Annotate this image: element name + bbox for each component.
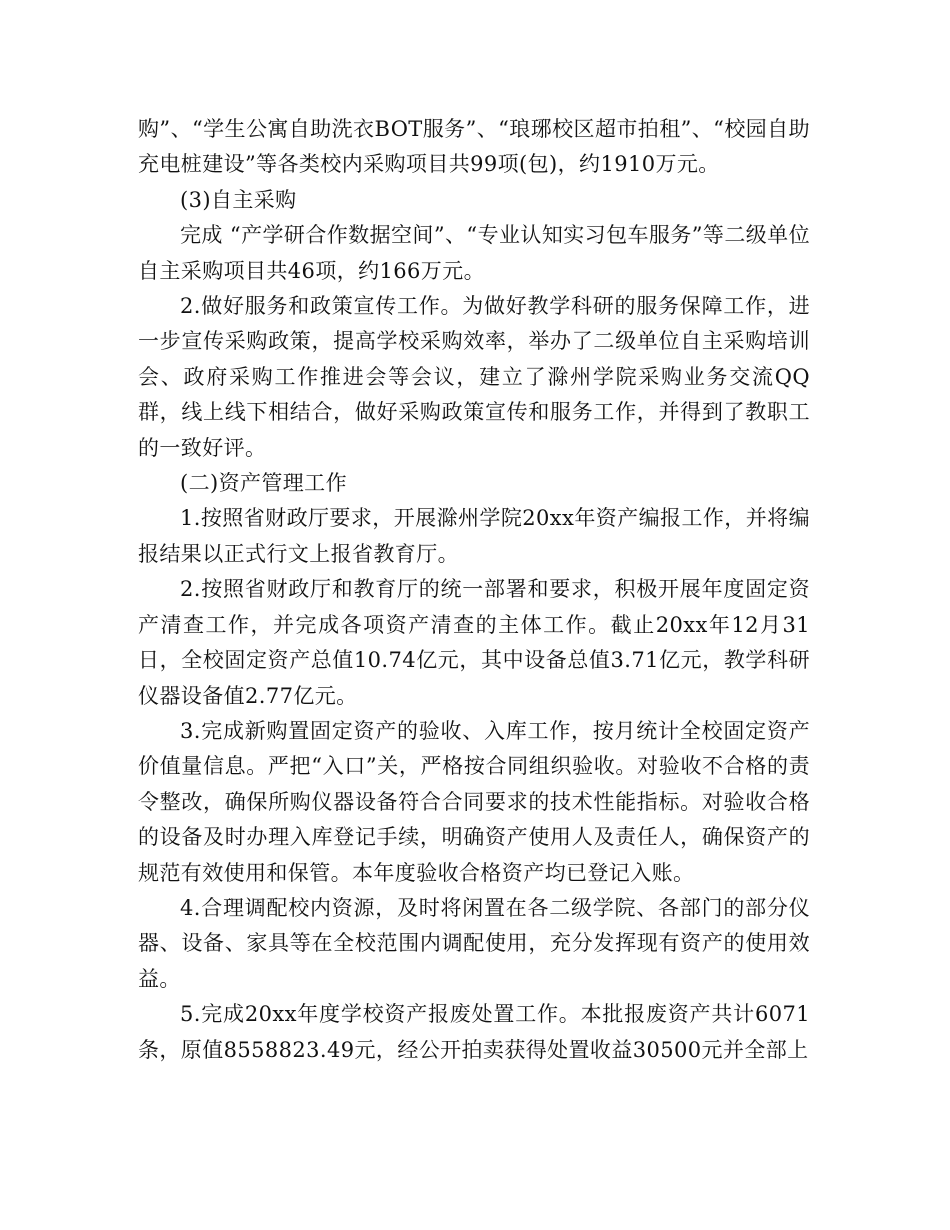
- paragraph-self-procurement: 完成 “产学研合作数据空间”、“专业认知实习包车服务”等二级单位自主采购项目共46项，约166万元。: [138, 223, 810, 283]
- section-heading-asset-management: (二)资产管理工作: [180, 471, 347, 496]
- paragraph-service-policy: 2.做好服务和政策宣传工作。为做好教学科研的服务保障工作，进一步宣传采购政策，提高学校采购效率，举办了二级单位自主采购培训会、政府采购工作推进会等会议，建立了滁州学院采购业务交流QQ群，线上线下相结合，做好采购政策宣传和服务工作，并得到了教职工的一致好评。: [138, 294, 810, 460]
- paragraph-asset-4: 4.合理调配校内资源，及时将闲置在各二级学院、各部门的部分仪器、设备、家具等在全校范围内调配使用，充分发挥现有资产的使用效益。: [138, 895, 810, 991]
- document-page: [138, 112, 810, 1068]
- paragraph-continued: 购”、“学生公寓自助洗衣BOT服务”、“琅琊校区超市拍租”、“校园自助充电桩建设”等各类校内采购项目共99项(包)，约1910万元。: [138, 117, 810, 177]
- subheading-self-procurement: (3)自主采购: [180, 187, 297, 212]
- paragraph-asset-2: 2.按照省财政厅和教育厅的统一部署和要求，积极开展年度固定资产清查工作，并完成各项资产清查的主体工作。截止20xx年12月31日，全校固定资产总值10.74亿元，其中设备总值3.71亿元，教学科研仪器设备值2.77亿元。: [138, 577, 810, 708]
- paragraph-asset-1: 1.按照省财政厅要求，开展滁州学院20xx年资产编报工作，并将编报结果以正式行文上报省教育厅。: [138, 506, 810, 566]
- paragraph-asset-5: 5.完成20xx年度学校资产报废处置工作。本批报废资产共计6071条，原值8558823.49元，经公开拍卖获得处置收益30500元并全部上: [138, 1002, 810, 1062]
- paragraph-asset-3: 3.完成新购置固定资产的验收、入库工作，按月统计全校固定资产价值量信息。严把“入口”关，严格按合同组织验收。对验收不合格的责令整改，确保所购仪器设备符合合同要求的技术性能指标。对验收合格的设备及时办理入库登记手续，明确资产使用人及责任人，确保资产的规范有效使用和保管。本年度验收合格资产均已登记入账。: [138, 718, 810, 885]
